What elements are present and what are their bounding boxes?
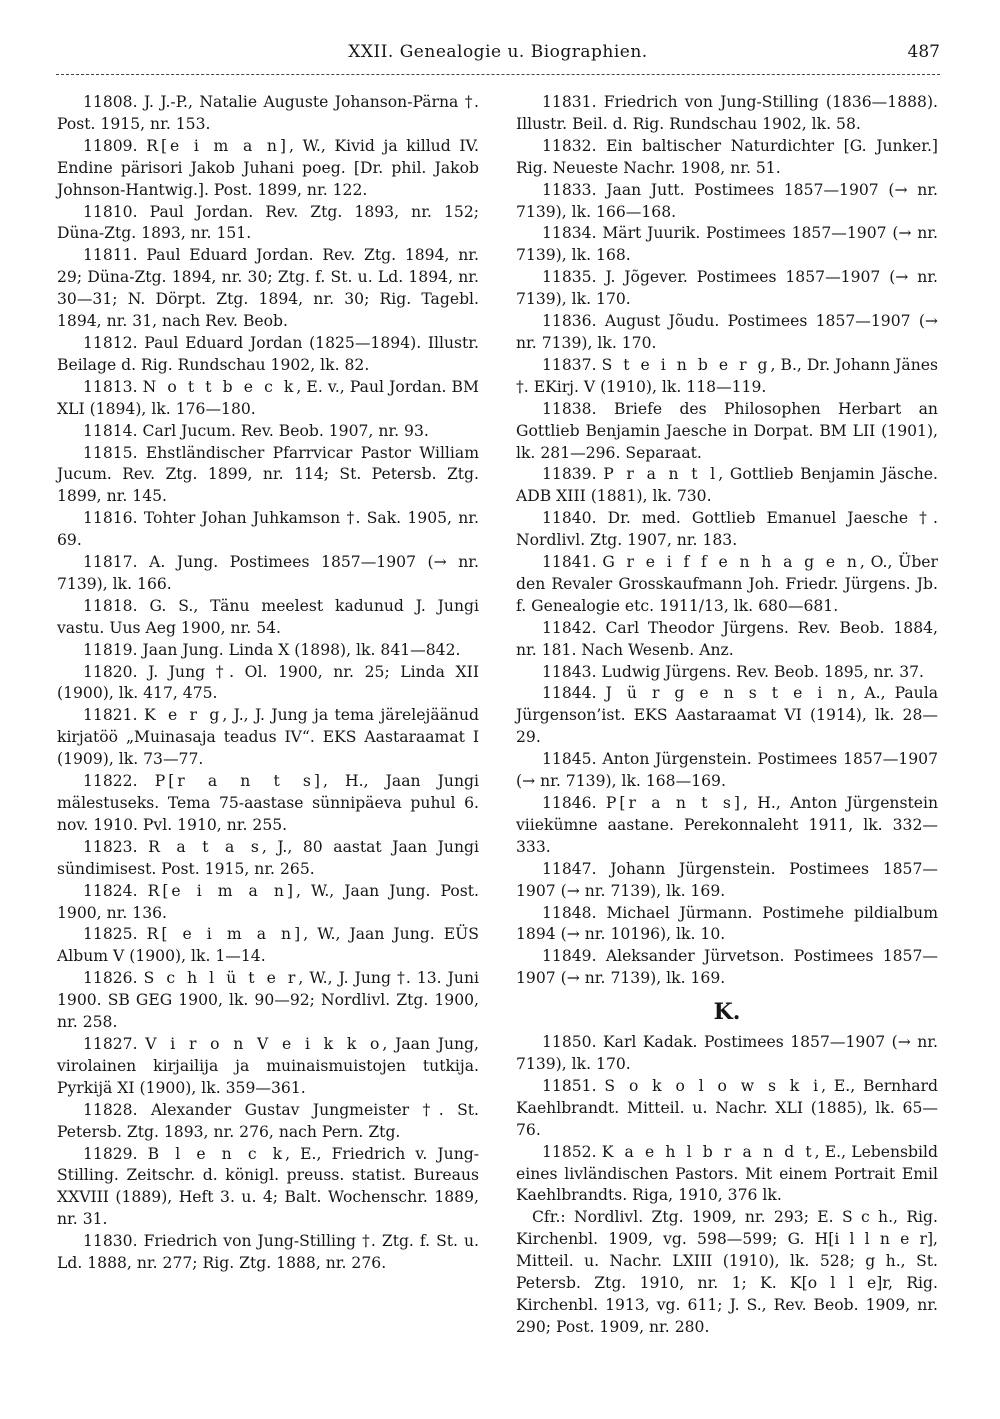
entries-j [516, 92, 938, 990]
entry-number: 11843. [542, 662, 602, 681]
bibliography-entry [516, 618, 938, 662]
bibliography-entry [57, 245, 479, 333]
bibliography-entry [516, 1142, 938, 1208]
chapter-title: XXII. Genealogie u. Biographien. [348, 42, 648, 62]
entry-number: 11813. [83, 377, 143, 396]
entry-number: 11811. [83, 246, 147, 265]
bibliography-entry [57, 596, 479, 640]
entry-text: , W., Jaan Jung. Post. 1900, nr. 136. [57, 881, 480, 922]
entry-number: 11819. [83, 640, 143, 659]
bibliography-entry [516, 311, 938, 355]
section-heading-k: K. [713, 999, 741, 1026]
entry-text: Carl Jucum. Rev. Beob. 1907, nr. 93. [142, 421, 429, 440]
entry-author: P r a n t l [603, 465, 719, 484]
entry-number: 11825. [83, 925, 147, 944]
entry-text: Tohter Johan Juhkamson †. Sak. 1905, nr. 69. [57, 509, 479, 550]
bibliography-entry [57, 640, 479, 662]
entry-author: S t e i n b e r g [601, 355, 771, 374]
bibliography-entry [516, 508, 938, 552]
entry-author: P[r a n t s] [605, 794, 743, 812]
entry-text: , A., Paula Jürgenson’ist. EKS Aastaraamat VI (1914), lk. 28—29. [516, 684, 938, 747]
bibliography-entry [516, 662, 938, 684]
entry-text: , Gottlieb Benjamin Jäsche. ADB XIII (1881), lk. 730. [516, 465, 938, 506]
entry-text: , W., Kivid ja killud IV. Endine pärisori Jakob Juhani poeg. [Dr. phil. Jakob Johnson-Hantwig.]. Post. 1899, nr. 122. [57, 136, 479, 199]
entry-text: Dr. med. Gottlieb Emanuel Jaesche †. Nordlivl. Ztg. 1907, nr. 183. [516, 509, 938, 550]
entry-number: 11848. [542, 903, 607, 922]
bibliography-entry [516, 180, 938, 224]
entry-text: , B., Dr. Johann Jänes †. EKirj. V (1910), lk. 118—119. [516, 355, 938, 396]
entry-number: 11851. [542, 1076, 605, 1095]
entry-author: R a t a s [148, 837, 262, 856]
bibliography-entry [57, 837, 479, 881]
entry-author: K a e h l b r a n d t [601, 1142, 815, 1161]
entry-number: 11830. [83, 1232, 144, 1251]
entry-number: 11814. [83, 421, 143, 440]
entry-number: 11831. [542, 93, 604, 111]
bibliography-entry [57, 662, 479, 706]
bibliography-entry [57, 443, 479, 509]
entry-author: S o k o l o w s k i [604, 1076, 822, 1095]
entry-author: G r e i f f e n h a g e n [602, 553, 860, 572]
entry-text: Paul Eduard Jordan. Rev. Ztg. 1894, nr. 29; Düna-Ztg. 1894, nr. 30; Ztg. f. St. u. Ld. 1894, nr. 30—31; N. Dörpt. Ztg. 1894, nr. 30; Rig. Tagebl. 1894, nr. 31, nach Rev. Beob. [57, 246, 479, 331]
entry-number: 11818. [83, 596, 150, 615]
entry-text: , H., Jaan Jungi mälestuseks. Tema 75-aastase sünnipäeva puhul 6. nov. 1910. Pvl. 1910, nr. 255. [57, 772, 479, 834]
bibliography-entry [516, 946, 938, 990]
entry-text: , E., Lebensbild eines livländischen Pastors. Mit einem Portrait Emil Kaehlbrandts. Riga, 1910, 376 lk. [516, 1142, 938, 1205]
bibliography-entry [516, 92, 938, 136]
page-number: 487 [907, 42, 940, 62]
entry-text: Friedrich von Jung-Stilling †. Ztg. f. St. u. Ld. 1888, nr. 277; Rig. Ztg. 1888, nr. 276. [57, 1232, 479, 1273]
entry-author: K e r g [143, 706, 223, 725]
entry-number: 11847. [542, 859, 611, 878]
entry-text: Aleksander Jürvetson. Postimees 1857—1907 (→ nr. 7139), lk. 169. [516, 947, 938, 988]
entry-text: , W., Jaan Jung. EÜS Album V (1900), lk. 1—14. [57, 925, 479, 966]
cfr-note: Cfr.: Nordlivl. Ztg. 1909, nr. 293; E. S c h., Rig. Kirchenbl. 1909, vg. 598—599; G. H[i l l n e r], Mitteil. u. Nachr. LXIII (1910), lk. 528; g h., St. Petersb. Ztg. 1910, nr. 1; K. K[o l l e]r, Rig. Kirchenbl. 1913, vg. 611; J. S., Rev. Beob. 1909, nr. 290; Post. 1909, nr. 280. [516, 1208, 938, 1336]
entry-text: A. Jung. Postimees 1857—1907 (→ nr. 7139), lk. 166. [57, 553, 479, 593]
bibliography-entry [57, 1100, 479, 1144]
entry-number: 11824. [83, 881, 148, 900]
entry-number: 11827. [83, 1034, 146, 1053]
bibliography-entry [57, 705, 479, 771]
entry-number: 11821. [83, 706, 144, 725]
entry-author: P[r a n t s] [154, 772, 323, 791]
entry-number: 11810. [83, 202, 150, 221]
entry-text: Michael Jürmann. Postimehe pildialbum 1894 (→ nr. 10196), lk. 10. [516, 903, 938, 944]
entry-text: , J., J. Jung ja tema järelejäänud kirjatöö „Muinasaja teadus IV“. EKS Aastaraamat I (1909), lk. 73—77. [57, 706, 479, 769]
bibliography-entry [57, 92, 479, 136]
entry-number: 11826. [83, 969, 144, 988]
bibliography-entry [516, 399, 938, 465]
bibliography-entry [516, 552, 938, 618]
entry-text: Alexander Gustav Jungmeister †. St. Petersb. Ztg. 1893, nr. 276, nach Pern. Ztg. [57, 1100, 479, 1141]
entry-text: Paul Jordan. Rev. Ztg. 1893, nr. 152; Düna-Ztg. 1893, nr. 151. [57, 202, 479, 243]
entry-text: Karl Kadak. Postimees 1857—1907 (→ nr. 7139), lk. 170. [516, 1033, 938, 1073]
bibliography-entry [516, 464, 938, 508]
entry-text: Ein baltischer Naturdichter [G. Junker.] Rig. Neueste Nachr. 1908, nr. 51. [516, 136, 939, 177]
entry-author: R[e i m a n] [147, 881, 297, 900]
entry-author: S c h l ü t e r [143, 969, 299, 988]
entry-text: Friedrich von Jung-Stilling (1836—1888). Illustr. Beil. d. Rig. Rundschau 1902, lk. 58. [516, 93, 938, 133]
right-column [516, 92, 938, 1339]
entry-text: August Jõudu. Postimees 1857—1907 (→ nr. 7139), lk. 170. [516, 312, 938, 352]
entry-number: 11841. [542, 553, 603, 572]
running-header [56, 38, 940, 75]
entry-text: Johann Jürgenstein. Postimees 1857—1907 (→ nr. 7139), lk. 169. [516, 859, 938, 900]
entry-number: 11842. [542, 618, 606, 637]
entry-number: 11852. [542, 1142, 602, 1161]
bibliography-entry [57, 1144, 479, 1232]
entry-number: 11822. [83, 772, 155, 791]
entry-text: Carl Theodor Jürgens. Rev. Beob. 1884, nr. 181. Nach Wesenb. Anz. [516, 618, 938, 659]
entry-text: J. J.-P., Natalie Auguste Johanson-Pärna †. Post. 1915, nr. 153. [57, 93, 479, 133]
bibliography-entry [57, 1034, 479, 1100]
entry-number: 11808. [83, 93, 144, 111]
entry-number: 11812. [83, 333, 145, 352]
entry-number: 11845. [542, 750, 603, 769]
bibliography-entry [57, 136, 479, 202]
entry-author: R[e i m a n] [146, 136, 289, 155]
bibliography-entry [516, 793, 938, 859]
entry-number: 11823. [83, 837, 149, 856]
entry-text: , Jaan Jung, virolainen kirjailija ja muinaismuistojen tutkija. Pyrkijä XI (1900), lk. 359—361. [57, 1034, 479, 1097]
entry-number: 11835. [542, 268, 606, 287]
entry-text: G. S., Tänu meelest kadunud J. Jungi vastu. Uus Aeg 1900, nr. 54. [57, 596, 479, 637]
bibliography-entry [57, 771, 479, 837]
bibliography-entry [57, 377, 479, 421]
bibliography-entry [57, 333, 479, 377]
bibliography-entry [57, 202, 479, 246]
entry-text: , E., Bernhard Kaehlbrandt. Mitteil. u. Nachr. XLI (1885), lk. 65—76. [516, 1076, 938, 1139]
entry-number: 11844. [542, 684, 606, 703]
bibliography-entry [57, 881, 479, 925]
entry-number: 11833. [542, 180, 607, 199]
entry-author: J ü r g e n s t e i n [605, 684, 851, 703]
entry-text: Jaan Jung. Linda X (1898), lk. 841—842. [142, 640, 461, 659]
entry-author: N o t t b e c k [142, 377, 297, 396]
bibliography-entry [516, 136, 938, 180]
entry-number: 11838. [542, 399, 614, 418]
bibliography-entry [57, 421, 479, 443]
entry-number: 11816. [83, 509, 144, 528]
bibliography-entry [57, 552, 479, 596]
entry-number: 11832. [542, 136, 607, 155]
entry-number: 11809. [83, 136, 147, 155]
entry-number: 11839. [542, 465, 604, 484]
entry-text: Briefe des Philosophen Herbart an Gottlieb Benjamin Jaesche in Dorpat. BM LII (1901), lk. 281—296. Separaat. [516, 399, 938, 462]
bibliography-entry [516, 1032, 938, 1076]
entry-number: 11840. [542, 509, 608, 528]
entry-author: B l e n c k [147, 1144, 286, 1163]
bibliography-entry [516, 355, 938, 399]
entry-text: Ehstländischer Pfarrvicar Pastor William Jucum. Rev. Ztg. 1899, nr. 114; St. Petersb. Ztg. 1899, nr. 145. [57, 443, 479, 506]
entry-number: 11820. [83, 662, 149, 681]
bibliography-entry [516, 749, 938, 793]
entry-text: Märt Juurik. Postimees 1857—1907 (→ nr. 7139), lk. 168. [516, 224, 938, 265]
left-column [57, 92, 479, 1275]
entry-number: 11846. [542, 794, 606, 812]
entry-number: 11836. [542, 312, 605, 331]
bibliography-entry [516, 683, 938, 749]
entry-author: V i r o n V e i k k o [145, 1034, 383, 1053]
entry-text: , J., 80 aastat Jaan Jungi sündimisest. Post. 1915, nr. 265. [57, 837, 479, 878]
bibliography-entry [516, 859, 938, 903]
entry-number: 11849. [542, 947, 606, 966]
entry-text: Jaan Jutt. Postimees 1857—1907 (→ nr. 7139), lk. 166—168. [516, 180, 938, 221]
entry-author: R[ e i m a n] [146, 925, 304, 944]
bibliography-entry [57, 1231, 479, 1275]
bibliography-entry [516, 267, 938, 311]
entries-k [516, 1032, 938, 1207]
entry-text: , E., Friedrich v. Jung-Stilling. Zeitschr. d. königl. preuss. statist. Bureaus XXVIII (1889), Heft 3. u. 4; Balt. Wochenschr. 1889, nr. 31. [57, 1144, 479, 1229]
entry-number: 11850. [542, 1033, 604, 1052]
bibliography-entry [57, 508, 479, 552]
bibliography-entry [516, 903, 938, 947]
entry-number: 11815. [83, 443, 146, 462]
entry-text: , H., Anton Jürgenstein viiekümne aastane. Perekonnaleht 1911, lk. 332—333. [516, 794, 938, 856]
entry-text: J. Jung †. Ol. 1900, nr. 25; Linda XII (1900), lk. 417, 475. [57, 662, 479, 703]
entry-number: 11817. [83, 553, 150, 572]
entry-text: J. Jõgever. Postimees 1857—1907 (→ nr. 7139), lk. 170. [516, 268, 938, 309]
entry-number: 11828. [83, 1100, 151, 1119]
entry-text: Ludwig Jürgens. Rev. Beob. 1895, nr. 37. [601, 662, 925, 681]
entry-text: , W., J. Jung †. 13. Juni 1900. SB GEG 1900, lk. 90—92; Nordlivl. Ztg. 1900, nr. 258. [57, 969, 480, 1032]
entry-text: Paul Eduard Jordan (1825—1894). Illustr. Beilage d. Rig. Rundschau 1902, lk. 82. [57, 333, 480, 374]
entry-number: 11829. [83, 1144, 148, 1163]
entry-text: Anton Jürgenstein. Postimees 1857—1907 (→ nr. 7139), lk. 168—169. [516, 750, 938, 791]
entry-number: 11837. [542, 355, 602, 374]
bibliography-entry [516, 1076, 938, 1142]
entry-text: , O., Über den Revaler Grosskaufmann Joh. Friedr. Jürgens. Jb. f. Genealogie etc. 1911/13, lk. 680—681. [516, 553, 938, 615]
entry-number: 11834. [542, 224, 603, 243]
bibliography-entry [57, 924, 479, 968]
entry-text: , E. v., Paul Jordan. BM XLI (1894), lk. 176—180. [57, 377, 479, 418]
bibliography-entry [57, 968, 479, 1034]
bibliography-entry [516, 223, 938, 267]
